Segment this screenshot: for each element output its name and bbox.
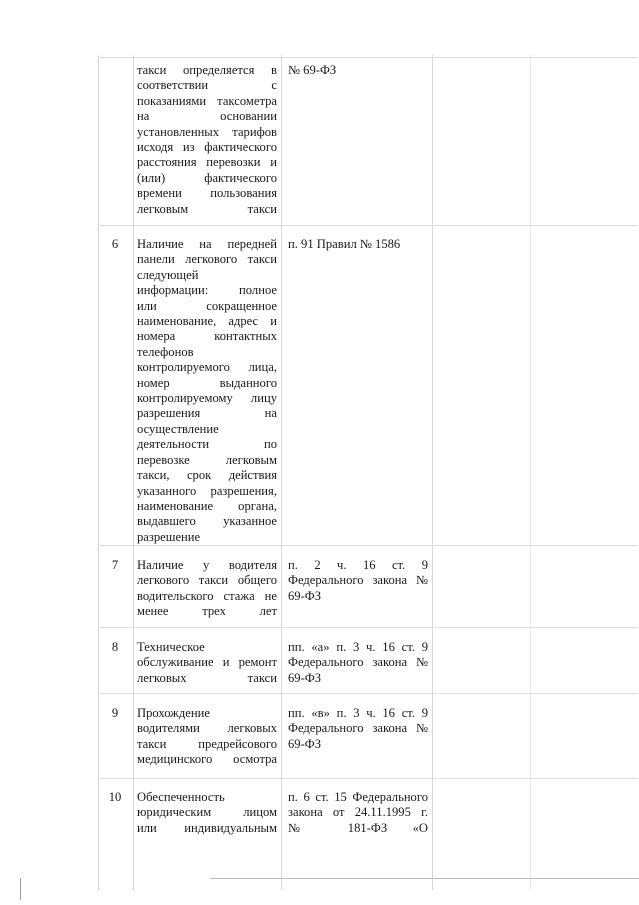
table-divider-extra [530, 55, 531, 890]
requirement-cell: Наличие у водителя легкового такси общего водительского стажа не менее трех лет [137, 558, 277, 619]
requirement-cell: Наличие на передней панели легкового такси следующей информации: полное или сокращенное наименование, адрес и номера контактных телефонов контролируемого лица, номер выданного контролируемому лицу разрешения на осуществление деятельности по перевозке легковым такси, срок действия указанного разрешения, наименование органа, выдавшего указанное разрешение [137, 237, 277, 544]
requirement-cell: Техническое обслуживание и ремонт легковых такси [137, 640, 277, 685]
row-number: 10 [108, 790, 122, 804]
row-number: 6 [111, 237, 119, 251]
row-number: 8 [111, 640, 119, 654]
row-divider [98, 545, 638, 546]
reference-cell: п. 2 ч. 16 ст. 9 Федерального закона № 69-ФЗ [288, 558, 428, 603]
row-divider [98, 778, 638, 779]
table-top-border [98, 57, 638, 58]
table-divider-ref [432, 55, 433, 890]
requirement-cell: Обеспеченность юридическим лицом или индивидуальным [137, 790, 277, 835]
reference-cell: пп. «в» п. 3 ч. 16 ст. 9 Федерального закона № 69-ФЗ [288, 706, 428, 751]
scan-edge-line [210, 878, 639, 879]
reference-cell: пп. «а» п. 3 ч. 16 ст. 9 Федерального закона № 69-ФЗ [288, 640, 428, 685]
row-number: 7 [111, 558, 119, 572]
row-divider [98, 225, 638, 226]
table-divider-req [281, 55, 282, 890]
requirement-cell: такси определяется в соответствии с показаниями таксометра на основании установленных тарифов исходя из фактического расстояния перевозки и (или) фактического времени пользования легковым такси [137, 63, 277, 216]
reference-cell: п. 6 ст. 15 Федерального закона от 24.11.1995 г. № 181-ФЗ «О [288, 790, 428, 835]
row-divider [98, 693, 638, 694]
reference-cell: п. 91 Правил № 1586 [288, 237, 401, 251]
reference-cell: № 69-ФЗ [288, 63, 337, 77]
scan-edge-mark [20, 878, 21, 900]
table-divider-num [133, 55, 134, 890]
row-divider [98, 627, 638, 628]
requirement-cell: Прохождение водителями легковых такси предрейсового медицинского осмотра [137, 706, 277, 767]
table-border-left [98, 55, 99, 890]
row-number: 9 [111, 706, 119, 720]
